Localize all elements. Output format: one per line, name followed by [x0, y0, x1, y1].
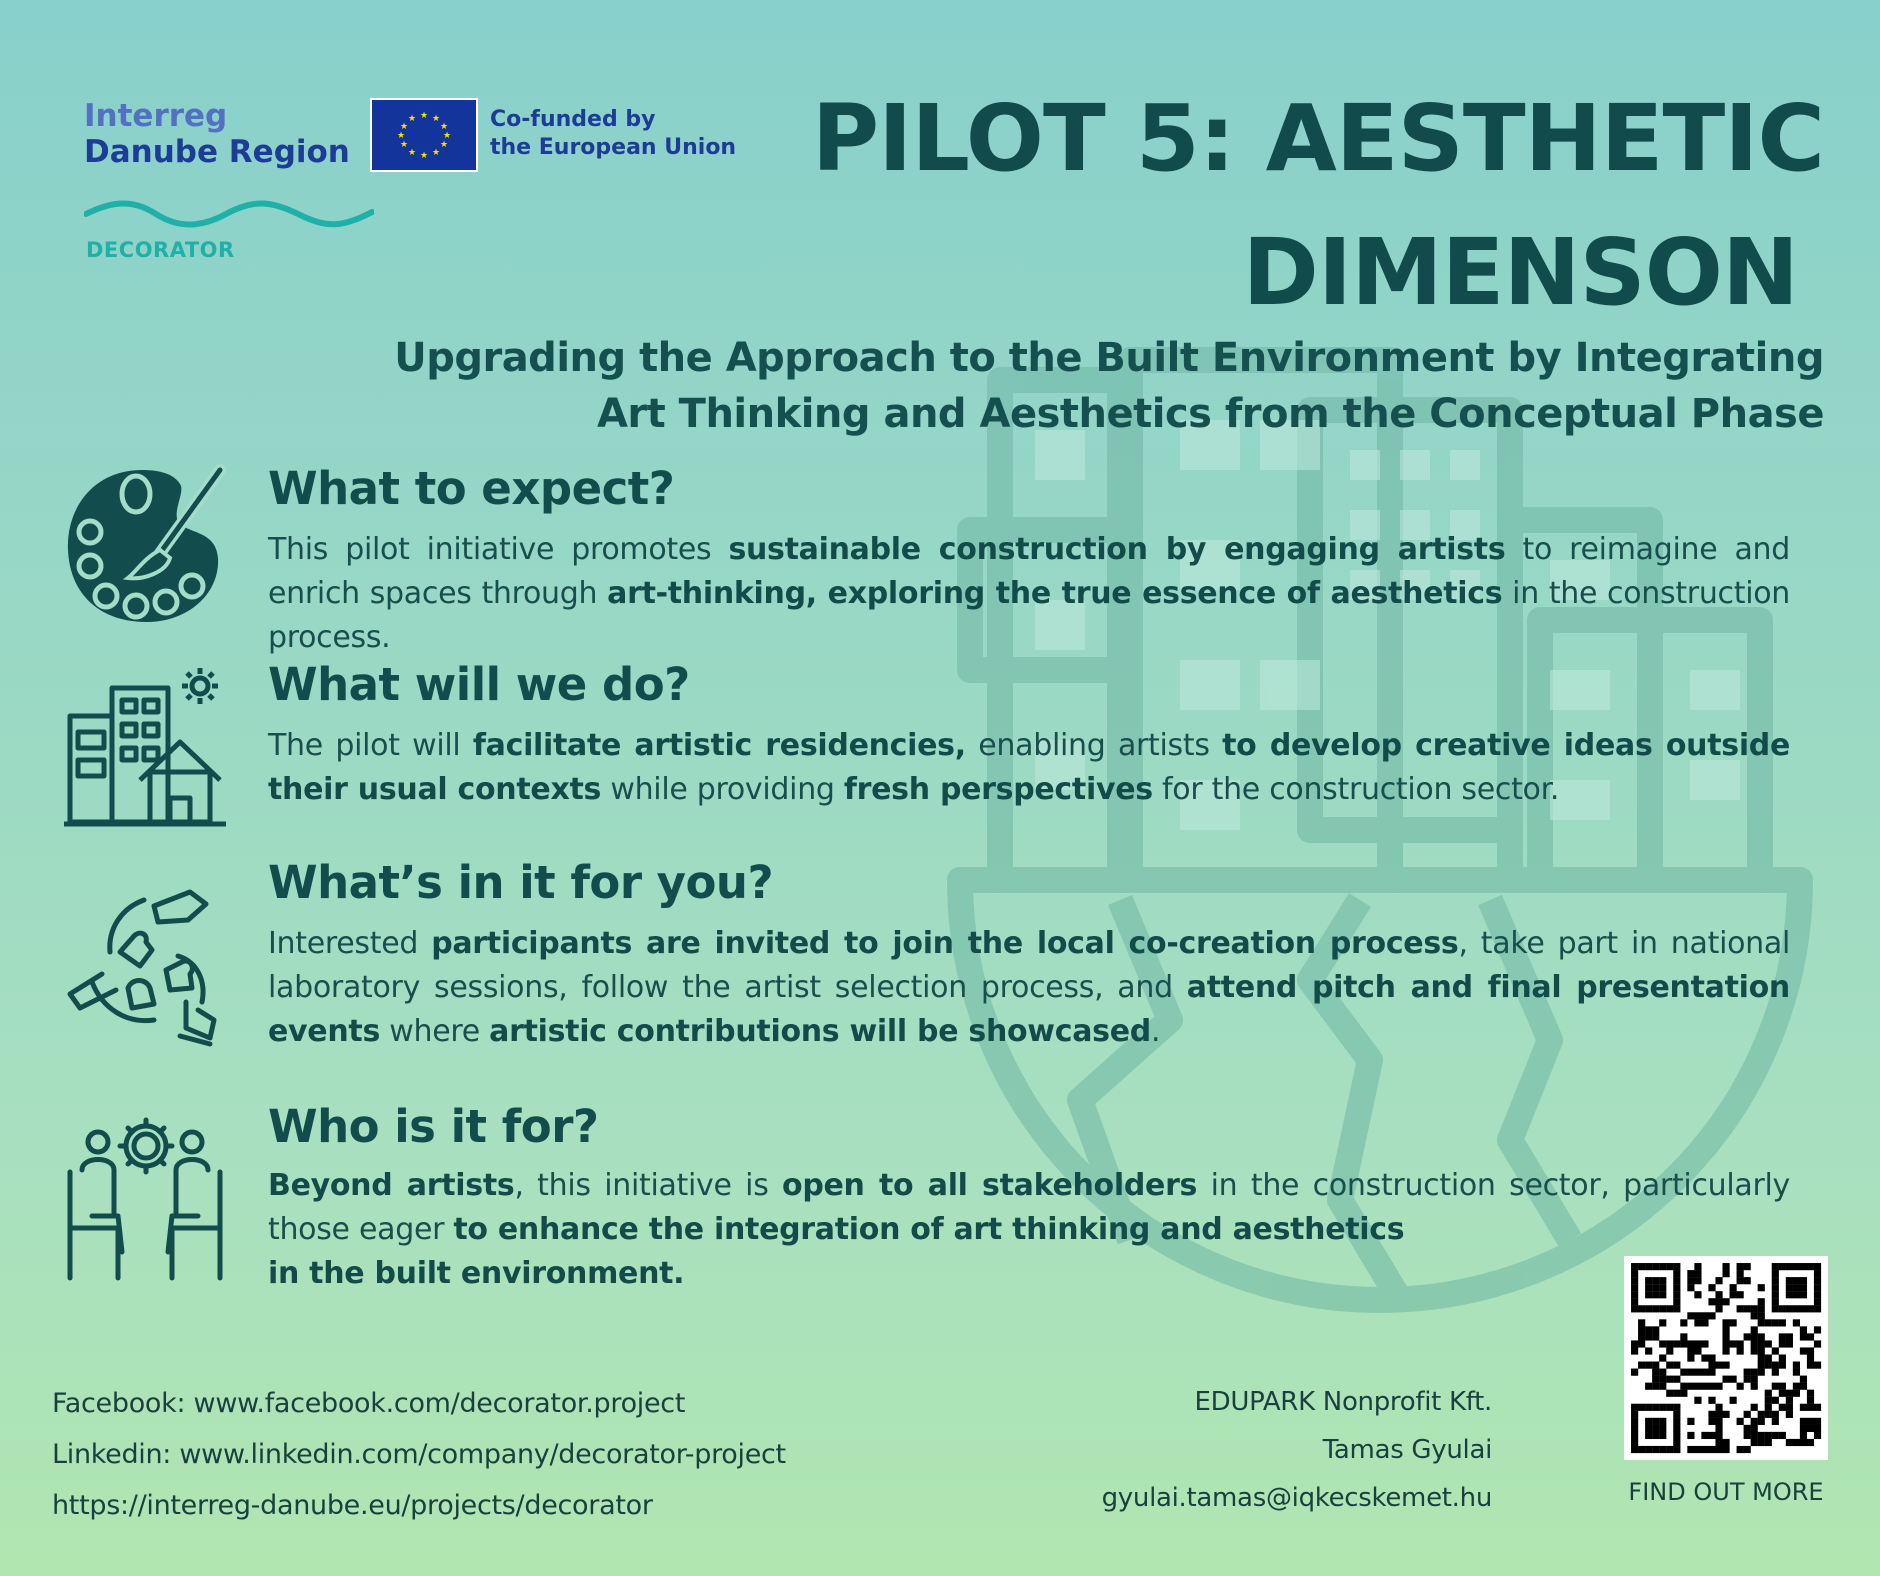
svg-text:★: ★ [442, 131, 452, 141]
section-heading-for-you: What’s in it for you? [268, 856, 774, 909]
body-text-run: , this initiative is [514, 1168, 783, 1203]
body-text-run: in the construction process. [268, 576, 1790, 655]
svg-text:★: ★ [399, 122, 409, 132]
section-body-who [268, 1164, 1790, 1252]
qr-code[interactable] [1624, 1256, 1828, 1460]
svg-text:★: ★ [431, 114, 441, 124]
svg-text:★: ★ [396, 131, 406, 141]
body-text-run: The pilot will [268, 728, 473, 763]
stakeholders-meeting-icon [62, 1112, 228, 1282]
contact-email[interactable]: gyulai.tamas@iqkecskemet.hu [1101, 1483, 1492, 1513]
body-text-run: art-thinking, exploring the true essence of aesthetics [607, 576, 1503, 611]
body-text-run: participants are invited to join the local co-creation process [431, 926, 1459, 961]
contact-info [1102, 1378, 1492, 1522]
buildings-icon [62, 660, 228, 830]
section-heading-who: Who is it for? [268, 1100, 599, 1153]
eu-text-line2: the European Union [490, 135, 737, 160]
svg-text:★: ★ [407, 148, 417, 158]
title-line2: DIMENSON [1242, 219, 1798, 326]
page-title [812, 72, 1824, 340]
svg-text:★: ★ [399, 140, 409, 150]
interreg-logo-bottom: Danube Region [84, 134, 350, 170]
facebook-link[interactable]: Facebook: www.facebook.com/decorator.project [52, 1388, 686, 1419]
body-text-run: . [1150, 1014, 1161, 1049]
body-text-run: Beyond artists [268, 1168, 515, 1203]
body-text-run: Interested [268, 926, 432, 961]
find-out-more-label: FIND OUT MORE [1628, 1478, 1824, 1506]
svg-text:★: ★ [439, 122, 449, 132]
footer-links [52, 1378, 786, 1531]
palette-icon [62, 462, 228, 632]
section-body-expect [268, 528, 1790, 660]
eu-cofunded-text [490, 106, 736, 162]
subtitle-line2: Art Thinking and Aesthetics from the Conceptual Phase [596, 391, 1824, 437]
title-line1: PILOT 5: AESTHETIC [811, 85, 1824, 192]
body-text-run: artistic contributions will be showcased [489, 1014, 1151, 1049]
body-text-run: This pilot initiative promotes [268, 532, 729, 567]
contact-organization: EDUPARK Nonprofit Kft. [1194, 1387, 1492, 1417]
svg-text:★: ★ [431, 148, 441, 158]
project-website-link[interactable]: https://interreg-danube.eu/projects/decorator [52, 1490, 653, 1521]
section-heading-expect: What to expect? [268, 462, 675, 515]
body-text-run: for the construction sector. [1152, 772, 1560, 807]
section-body-for-you [268, 922, 1790, 1054]
body-text-run: enabling artists [965, 728, 1223, 763]
body-text-run: to enhance the integration of art thinking and aesthetics [453, 1212, 1405, 1247]
decorator-wave-icon [84, 196, 374, 232]
page-subtitle [394, 330, 1824, 442]
section-heading-do: What will we do? [268, 658, 690, 711]
interreg-logo-top: Interreg [84, 98, 228, 134]
decorator-logo-text: DECORATOR [86, 238, 235, 262]
eu-flag-icon [370, 98, 478, 172]
svg-text:★: ★ [407, 114, 417, 124]
body-text-run: in the construction sector, particularly those eager [268, 1168, 1790, 1247]
svg-text:★: ★ [419, 111, 429, 121]
body-text-run: to develop creative ideas outside their usual contexts [268, 728, 1791, 807]
section-body-do [268, 724, 1790, 812]
linkedin-link[interactable]: Linkedin: www.linkedin.com/company/decorator-project [52, 1439, 786, 1470]
body-text-run: open to all stakeholders [782, 1168, 1198, 1203]
subtitle-line1: Upgrading the Approach to the Built Environment by Integrating [394, 335, 1824, 381]
svg-text:★: ★ [419, 151, 429, 161]
body-text-run: sustainable construction by engaging artists [728, 532, 1506, 567]
body-text-run: attend pitch and final presentation events [268, 970, 1790, 1049]
body-text-run: , take part in national laboratory sessions, follow the artist selection process, and [268, 926, 1790, 1005]
body-text-run: facilitate artistic residencies, [472, 728, 966, 763]
contact-person: Tamas Gyulai [1322, 1435, 1492, 1465]
section-body-who-last-line: in the built environment. [268, 1256, 685, 1291]
body-text-run: fresh perspectives [843, 772, 1153, 807]
puzzle-hands-icon [62, 878, 228, 1048]
interreg-logo [84, 98, 350, 170]
body-text-run: while providing [601, 772, 844, 807]
body-text-run: to reimagine and enrich spaces through [268, 532, 1790, 611]
eu-text-line1: Co-funded by [490, 107, 656, 132]
body-text-run: where [380, 1014, 490, 1049]
svg-text:★: ★ [439, 140, 449, 150]
